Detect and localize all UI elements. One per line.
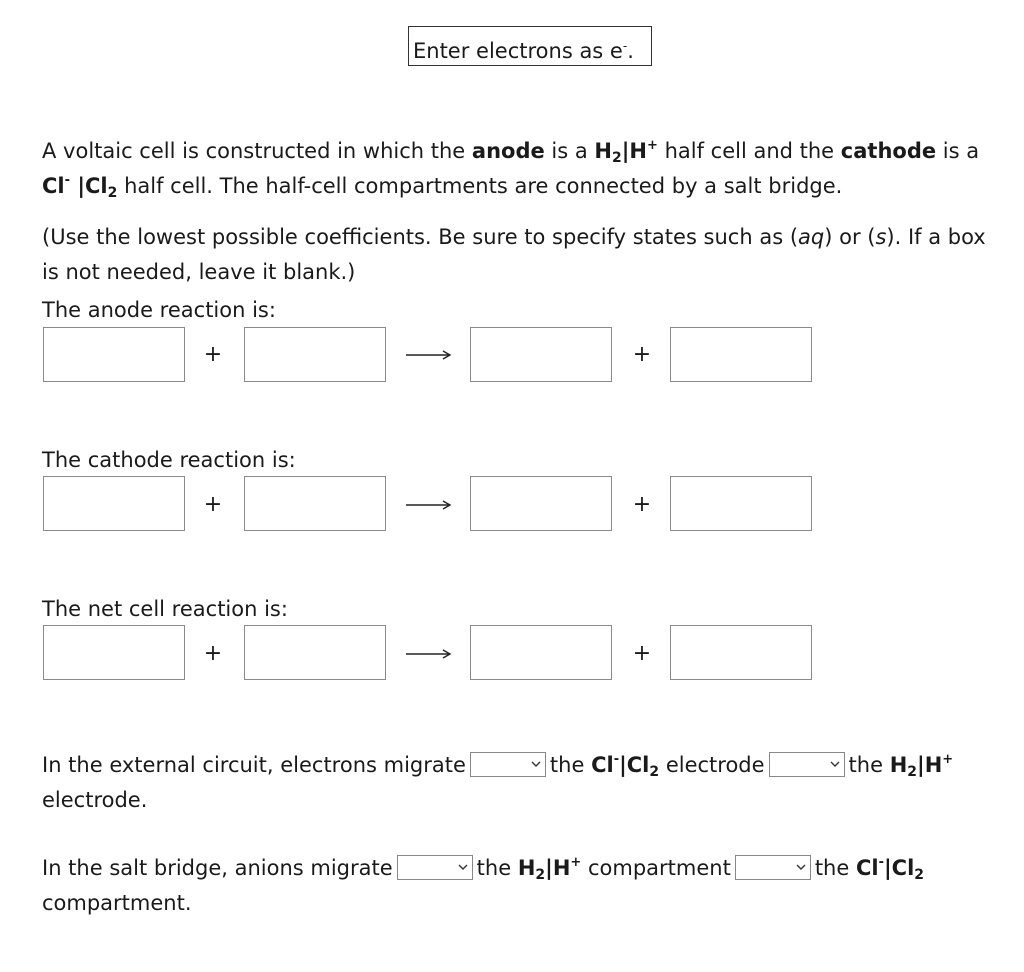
cathode-reactant-1-input[interactable] [43, 476, 185, 531]
net-reactant-2-input[interactable] [244, 625, 386, 680]
electron-hint-box [408, 26, 652, 66]
h-charge: + [570, 855, 582, 870]
hint-electron-charge: - [622, 39, 628, 53]
net-reaction-label: The net cell reaction is: [42, 597, 288, 621]
anode-product-2-input[interactable] [670, 327, 812, 382]
cl-charge: - [878, 855, 884, 870]
salt-text-5: compartment. [42, 891, 192, 915]
aq-state: aq [798, 225, 825, 249]
cl-symbol: Cl [42, 174, 65, 198]
instructions-text-1: (Use the lowest possible coefficients. Be sure to specify states such as ( [42, 225, 799, 249]
cl-charge: - [64, 173, 71, 188]
chevron-down-icon [796, 861, 806, 873]
salt-bridge-sentence [42, 851, 1002, 921]
h-charge: + [942, 752, 954, 767]
plus-sign: + [632, 641, 652, 666]
cl-symbol: Cl [855, 856, 879, 880]
h2-symbol: H [517, 856, 536, 880]
anode-word: anode [471, 139, 545, 163]
intro-paragraph [42, 134, 992, 204]
salt-text-2: the [476, 856, 518, 880]
separator-bar: | [917, 753, 925, 777]
plus-sign: + [632, 492, 652, 517]
reaction-arrow-icon [405, 647, 453, 661]
cl2-subscript: 2 [914, 867, 925, 883]
cathode-reactant-2-input[interactable] [244, 476, 386, 531]
circuit-text-1: In the external circuit, electrons migrate [42, 753, 466, 777]
cl2-symbol: Cl [85, 174, 108, 198]
cl2-subscript: 2 [649, 764, 660, 780]
plus-sign: + [203, 342, 223, 367]
anode-reactant-1-input[interactable] [43, 327, 185, 382]
anode-product-1-input[interactable] [470, 327, 612, 382]
h2-symbol: H [594, 139, 612, 163]
h-symbol: H [924, 753, 943, 777]
h-charge: + [646, 138, 658, 153]
separator-bar: | [883, 856, 892, 880]
h-symbol: H [629, 139, 647, 163]
instructions-paragraph [42, 220, 992, 290]
hydrogen-compartment-formula [517, 855, 582, 883]
cathode-reaction-label: The cathode reaction is: [42, 448, 296, 472]
separator-bar: | [621, 139, 630, 163]
cl2-symbol: Cl [891, 856, 915, 880]
net-reactant-1-input[interactable] [43, 625, 185, 680]
circuit-text-5: electrode. [42, 788, 148, 812]
plus-sign: + [203, 641, 223, 666]
chloride-compartment-formula [855, 855, 925, 883]
cl2-symbol: Cl [626, 753, 650, 777]
h2-subscript: 2 [611, 150, 622, 166]
cathode-product-2-input[interactable] [670, 476, 812, 531]
external-circuit-sentence [42, 748, 1002, 818]
intro-text-5: half cell. The half-cell compartments are connected by a salt bridge. [117, 174, 843, 198]
anode-reaction-label: The anode reaction is: [42, 298, 276, 322]
chevron-down-icon [458, 861, 468, 873]
chloride-electrode-formula [591, 752, 660, 780]
instructions-text-3: ). If a box is not needed, leave it blank.) [42, 225, 986, 284]
chevron-down-icon [531, 758, 541, 770]
circuit-direction-select-1[interactable] [470, 752, 546, 777]
salt-direction-select-1[interactable] [397, 855, 473, 880]
cathode-formula [42, 173, 118, 201]
intro-text-3: half cell and the [657, 139, 841, 163]
circuit-text-3: electrode [659, 753, 765, 777]
instructions-text-2: ) or ( [824, 225, 876, 249]
salt-text-1: In the salt bridge, anions migrate [42, 856, 393, 880]
separator-bar: | [619, 753, 627, 777]
circuit-text-2: the [549, 753, 592, 777]
intro-text-1: A voltaic cell is constructed in which the [42, 139, 472, 163]
net-product-1-input[interactable] [470, 625, 612, 680]
intro-text-4: is a [936, 139, 980, 163]
hydrogen-electrode-formula [889, 752, 954, 780]
separator-bar: | [77, 174, 86, 198]
separator-bar: | [545, 856, 553, 880]
s-state: s [875, 225, 887, 249]
cl-charge: - [613, 752, 620, 767]
anode-formula [594, 138, 658, 166]
h2-subscript: 2 [535, 867, 546, 883]
hint-text: Enter electrons as e [413, 39, 623, 63]
h2-subscript: 2 [907, 764, 918, 780]
anode-reactant-2-input[interactable] [244, 327, 386, 382]
h-symbol: H [552, 856, 571, 880]
salt-text-3: compartment [581, 856, 731, 880]
net-product-2-input[interactable] [670, 625, 812, 680]
hint-period: . [627, 39, 634, 63]
cathode-word: cathode [840, 139, 937, 163]
salt-text-4: the [814, 856, 856, 880]
plus-sign: + [632, 342, 652, 367]
reaction-arrow-icon [405, 348, 453, 362]
circuit-direction-select-2[interactable] [769, 752, 845, 777]
plus-sign: + [203, 492, 223, 517]
reaction-arrow-icon [405, 498, 453, 512]
intro-text-2: is a [544, 139, 595, 163]
circuit-text-4: the [848, 753, 890, 777]
cl2-subscript: 2 [107, 185, 118, 201]
chevron-down-icon [830, 758, 840, 770]
cl-symbol: Cl [591, 753, 614, 777]
h2-symbol: H [889, 753, 908, 777]
salt-direction-select-2[interactable] [735, 855, 811, 880]
cathode-product-1-input[interactable] [470, 476, 612, 531]
